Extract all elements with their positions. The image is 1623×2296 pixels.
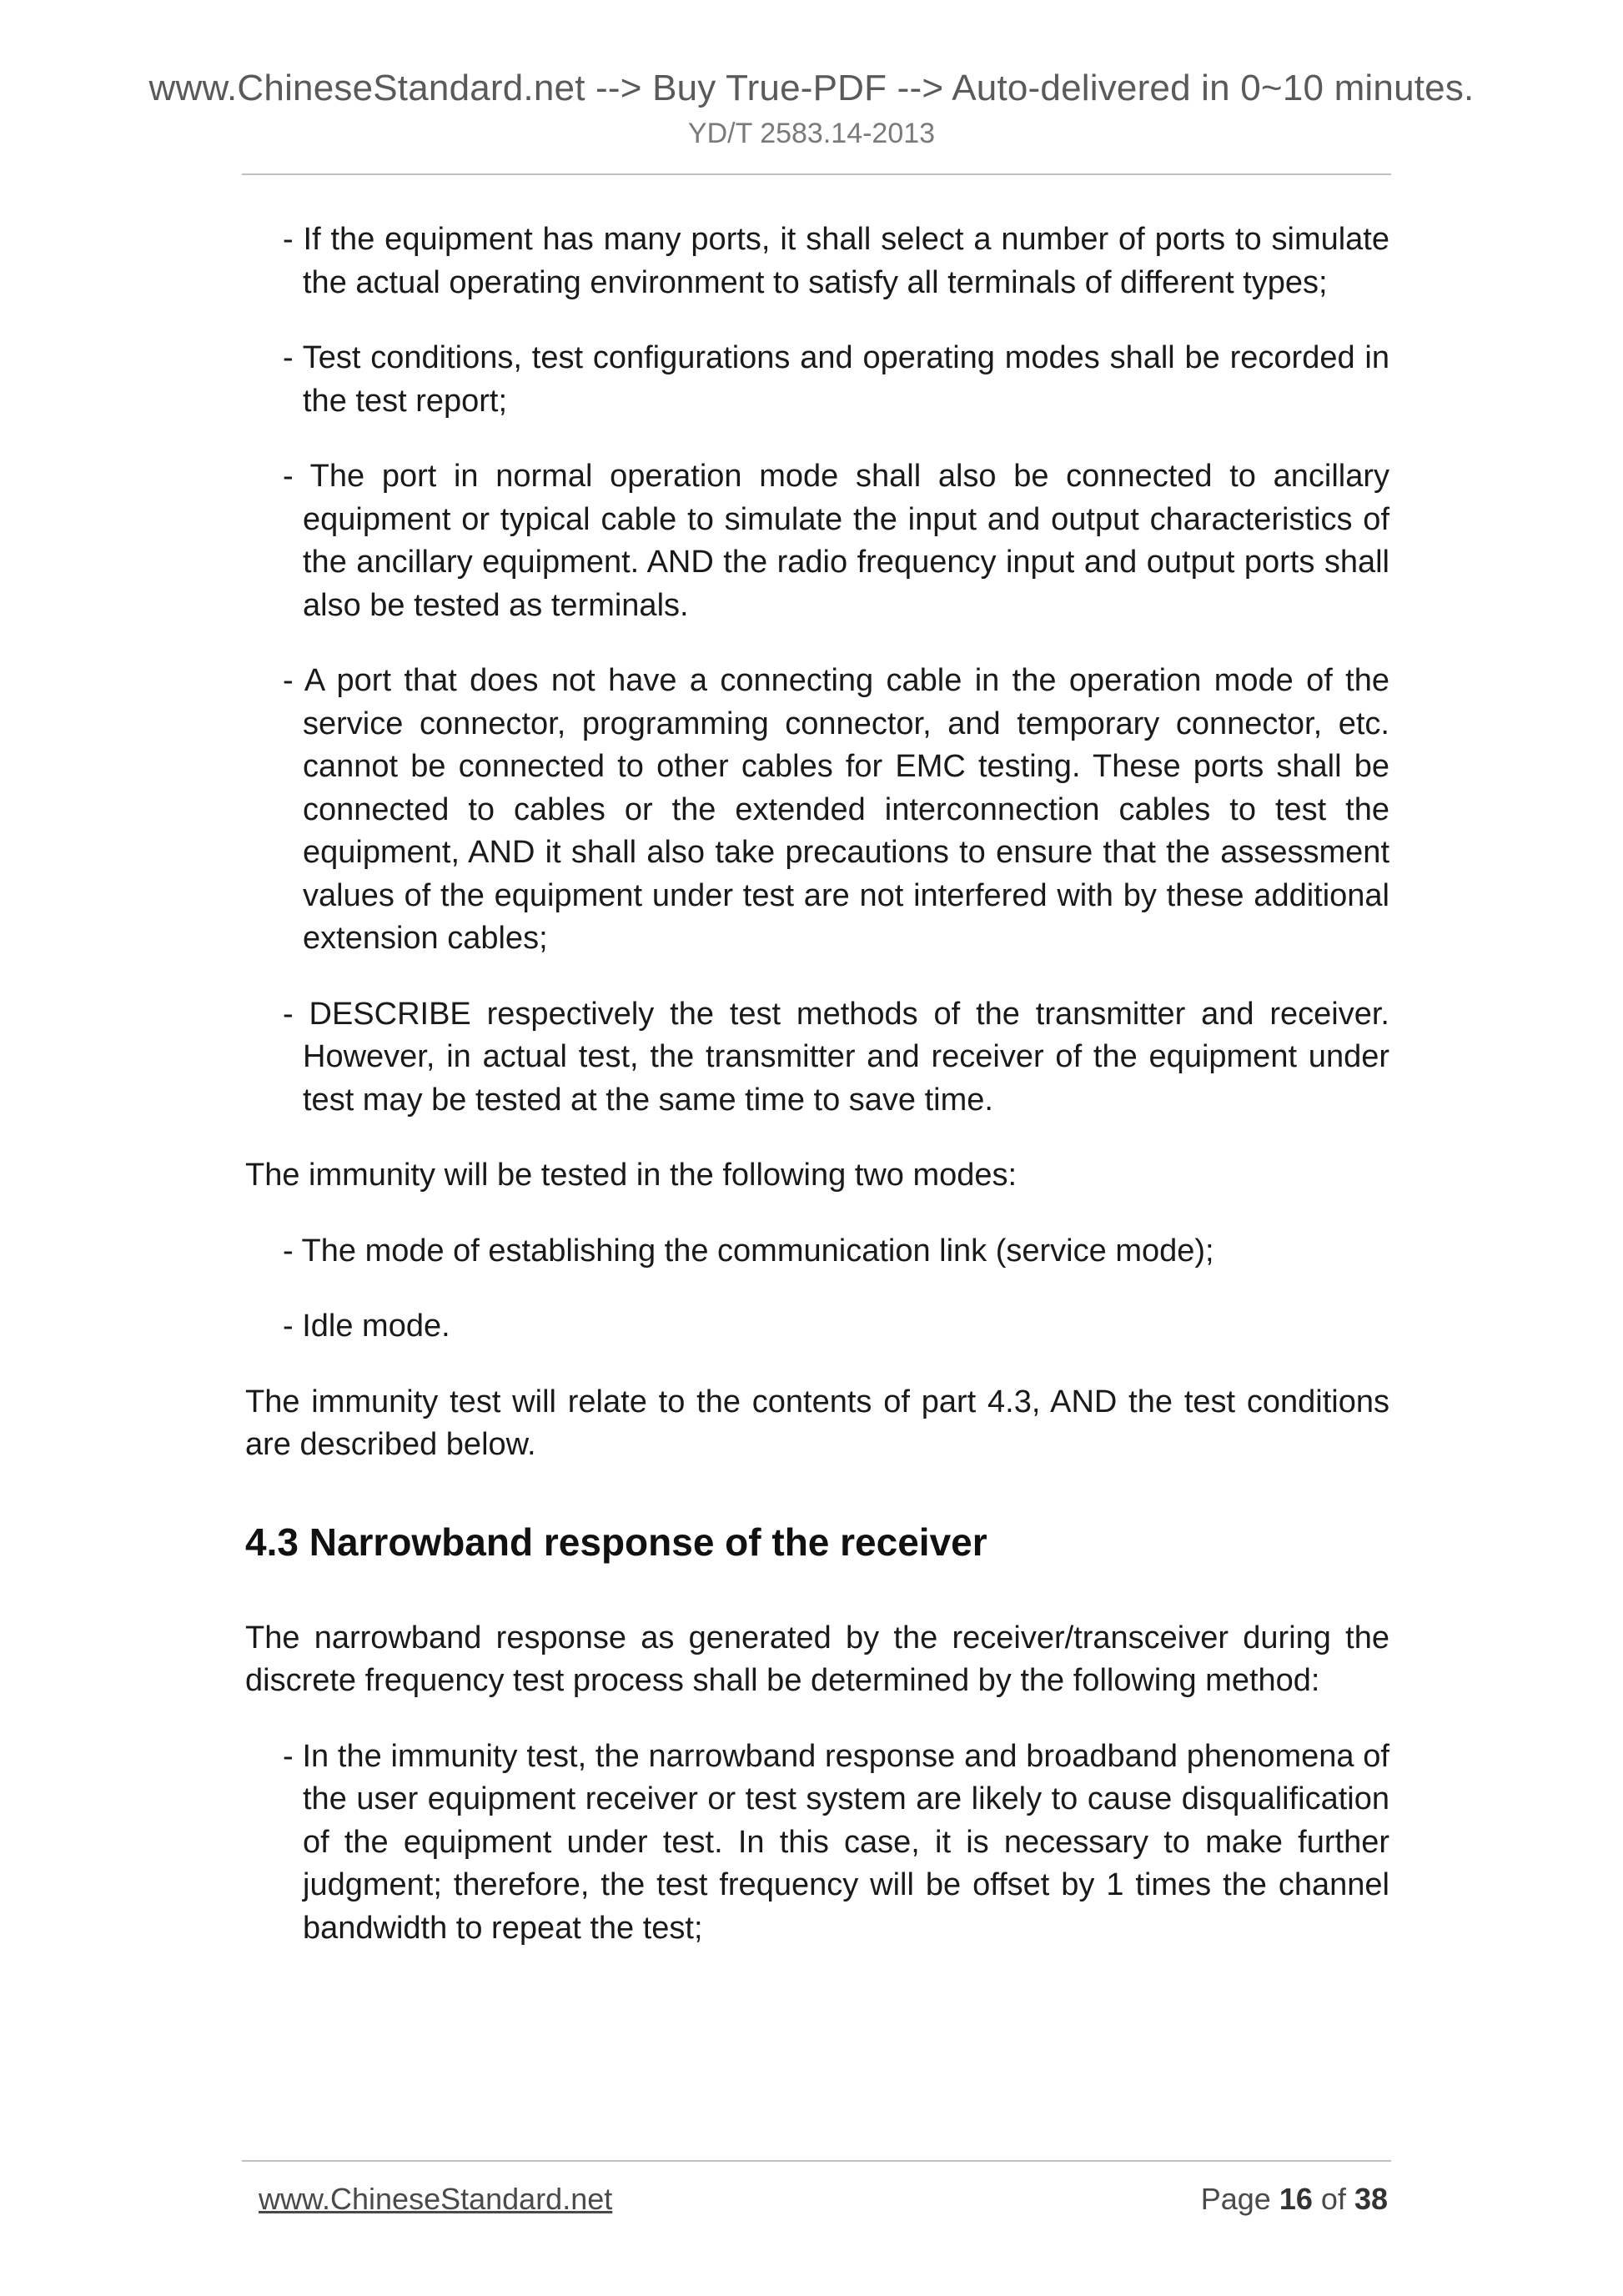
page-body [245,219,1389,1982]
list-item: - If the equipment has many ports, it shall select a number of ports to simulate the actual operating environment to satisfy all terminals of different types; [283,222,1389,300]
page-total: 38 [1354,2182,1388,2216]
list-item: - In the immunity test, the narrowband response and broadband phenomena of the user equipment receiver or test system are likely to cause disqualification of the equipment under test. In this case, it is necessary to make further judgment; therefore, the test frequency will be offset by 1 times the channel bandwidth to repeat the test; [283,1738,1389,1946]
mode-item: - Idle mode. [283,1309,450,1344]
header-banner[interactable]: www.ChineseStandard.net --> Buy True-PDF --> Auto-delivered in 0~10 minutes. [148,68,1475,108]
list-item: - A port that does not have a connecting cable in the operation mode of the service connector, programming connector, and temporary connector, etc. cannot be connected to other cables for EMC testing. These ports shall be connected to cables or the extended interconnection cables to test the equipment, AND it shall also take precautions to ensure that the assessment values of the equipment under test are not interfered with by these additional extension cables; [283,663,1389,956]
page-label: Page [1200,2182,1271,2216]
page-header [0,65,1623,152]
paragraph-immunity-intro: The immunity will be tested in the following two modes: [245,1158,1018,1193]
page-number [1201,2180,1388,2218]
paragraph-immunity-relation: The immunity test will relate to the contents of part 4.3, AND the test conditions are described below. [245,1384,1389,1462]
section-heading: 4.3 Narrowband response of the receiver [245,1520,987,1564]
mode-item: - The mode of establishing the communication link (service mode); [283,1233,1214,1269]
page-current: 16 [1279,2182,1313,2216]
header-divider [242,173,1391,175]
list-item: - The port in normal operation mode shall also be connected to ancillary equipment or typical cable to simulate the input and output characteristics of the ancillary equipment. AND the radio frequency input and output ports shall also be tested as terminals. [283,459,1389,623]
footer-website-link[interactable]: www.ChineseStandard.net [259,2182,613,2216]
page-of-label: of [1320,2182,1346,2216]
document-number: YD/T 2583.14-2013 [687,118,936,149]
list-item: - Test conditions, test configurations and operating modes shall be recorded in the test report; [283,340,1389,419]
paragraph-section-intro: The narrowband response as generated by the receiver/transceiver during the discrete frequency test process shall be determined by the following method: [245,1620,1389,1698]
footer-divider [242,2160,1391,2162]
list-item: - DESCRIBE respectively the test methods of the transmitter and receiver. However, in actual test, the transmitter and receiver of the equipment under test may be tested at the same time to save time. [283,996,1389,1118]
